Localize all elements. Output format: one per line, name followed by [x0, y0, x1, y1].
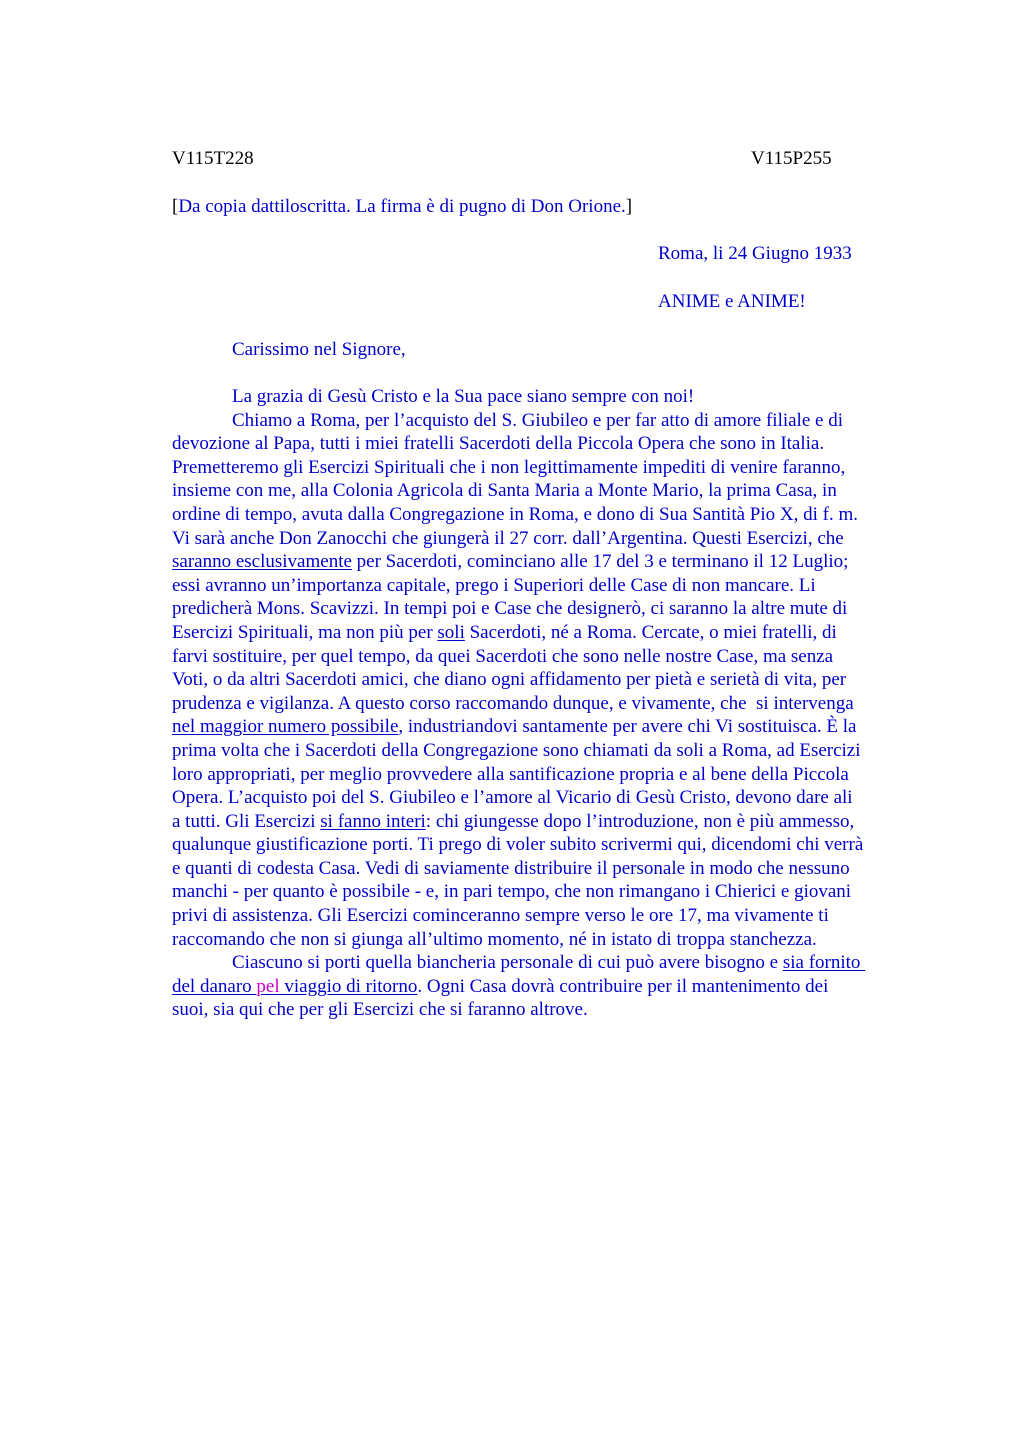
body-text: Esercizi Spirituali, ma non più per — [172, 621, 438, 643]
body-text: . Ogni Casa dovrà contribuire per il mantenimento dei — [417, 975, 829, 997]
underlined-phrase: sia fornito — [782, 952, 866, 974]
body-line: Chiamo a Roma, per l’acquisto del S. Giubileo e per far atto di amore filiale e di — [232, 409, 843, 431]
body-line: predicherà Mons. Scavizzi. In tempi poi e Case che designerò, ci saranno la altre mute di — [172, 598, 848, 620]
body-line — [172, 975, 932, 999]
letter-body — [172, 385, 932, 1022]
body-line: Opera. L’acquisto poi del S. Giubileo e l’amore al Vicario di Gesù Cristo, devono dare ali — [172, 787, 853, 809]
body-line: raccomando che non si giunga all’ultimo momento, né in istato di troppa stanchezza. — [172, 928, 817, 950]
body-line: qualunque giustificazione porti. Ti prego di voler subito scrivermi qui, dicendomi chi verrà — [172, 834, 864, 856]
body-line: privi di assistenza. Gli Esercizi cominceranno sempre verso le ore 17, ma vivamente ti — [172, 905, 829, 927]
highlighted-word: pel — [256, 975, 280, 997]
body-line — [172, 550, 932, 574]
body-line: suoi, sia qui che per gli Esercizi che si faranno altrove. — [172, 999, 588, 1021]
note-open-bracket: [ — [172, 196, 179, 217]
body-line: ordine di tempo, avuta dalla Congregazione in Roma, e dono di Sua Santità Pio X, di f. m. — [172, 503, 858, 525]
body-line — [172, 810, 932, 834]
underlined-phrase: del danaro — [172, 975, 257, 997]
underlined-phrase: viaggio di ritorno — [279, 975, 418, 997]
body-line — [172, 715, 932, 739]
note-text: Da copia dattiloscritta. La firma è di pugno di Don Orione. — [178, 196, 626, 217]
body-line: e quanti di codesta Casa. Vedi di saviamente distribuire il personale in modo che nessuno — [172, 857, 850, 879]
body-line — [172, 621, 932, 645]
body-line: insieme con me, alla Colonia Agricola di Santa Maria a Monte Mario, la prima Casa, in — [172, 480, 837, 502]
salutation: Carissimo nel Signore, — [232, 339, 406, 360]
body-text: Ciascuno si porti quella biancheria personale di cui può avere bisogno e — [232, 952, 783, 974]
body-line: prudenza e vigilanza. A questo corso raccomando dunque, e vivamente, che si intervenga — [172, 692, 854, 714]
editorial-note — [172, 195, 632, 219]
body-line: farvi sostituire, per quel tempo, da quei Sacerdoti che sono nelle nostre Case, ma senza — [172, 645, 834, 667]
body-line: La grazia di Gesù Cristo e la Sua pace siano sempre con noi! — [232, 386, 695, 407]
body-text: Sacerdoti, né a Roma. Cercate, o miei fratelli, di — [464, 621, 837, 643]
underlined-phrase: nel maggior numero possibile — [172, 716, 399, 738]
body-line: Vi sarà anche Don Zanocchi che giungerà il 27 corr. dall’Argentina. Questi Esercizi, che — [172, 527, 844, 549]
body-text: a tutti. Gli Esercizi — [172, 810, 321, 832]
body-line: prima volta che i Sacerdoti della Congregazione sono chiamati da soli a Roma, ad Esercizi — [172, 739, 861, 761]
body-line — [172, 951, 932, 975]
motto: ANIME e ANIME! — [658, 291, 806, 312]
left-reference-code: V115T228 — [172, 148, 254, 169]
body-line: Premetteremo gli Esercizi Spirituali che i non legittimamente impediti di venire faranno, — [172, 456, 846, 478]
body-line: Voti, o da altri Sacerdoti amici, che diano ogni affidamento per pietà e serietà di vita, per — [172, 669, 847, 691]
underlined-phrase: saranno esclusivamente — [172, 551, 352, 573]
body-line: essi avranno un’importanza capitale, prego i Superiori delle Case di non mancare. Li — [172, 574, 816, 596]
underlined-phrase: si fanno interi — [320, 810, 426, 832]
body-line: manchi - per quanto è possibile - e, in pari tempo, che non rimangano i Chierici e giovani — [172, 881, 852, 903]
underlined-phrase: soli — [437, 621, 465, 643]
body-text: : chi giungesse dopo l’introduzione, non è più ammesso, — [425, 810, 855, 832]
right-reference-code: V115P255 — [751, 148, 832, 169]
dateline: Roma, li 24 Giugno 1933 — [658, 243, 852, 264]
body-text: , industriandovi santamente per avere chi Vi sostituisca. È la — [398, 716, 857, 738]
body-line: loro appropriati, per meglio provvedere alla santificazione propria e al bene della Piccola — [172, 763, 849, 785]
body-line: devozione al Papa, tutti i miei fratelli Sacerdoti della Piccola Opera che sono in Italia. — [172, 433, 825, 455]
body-text: per Sacerdoti, cominciano alle 17 del 3 e terminano il 12 Luglio; — [351, 551, 849, 573]
note-close-bracket: ] — [625, 196, 633, 217]
